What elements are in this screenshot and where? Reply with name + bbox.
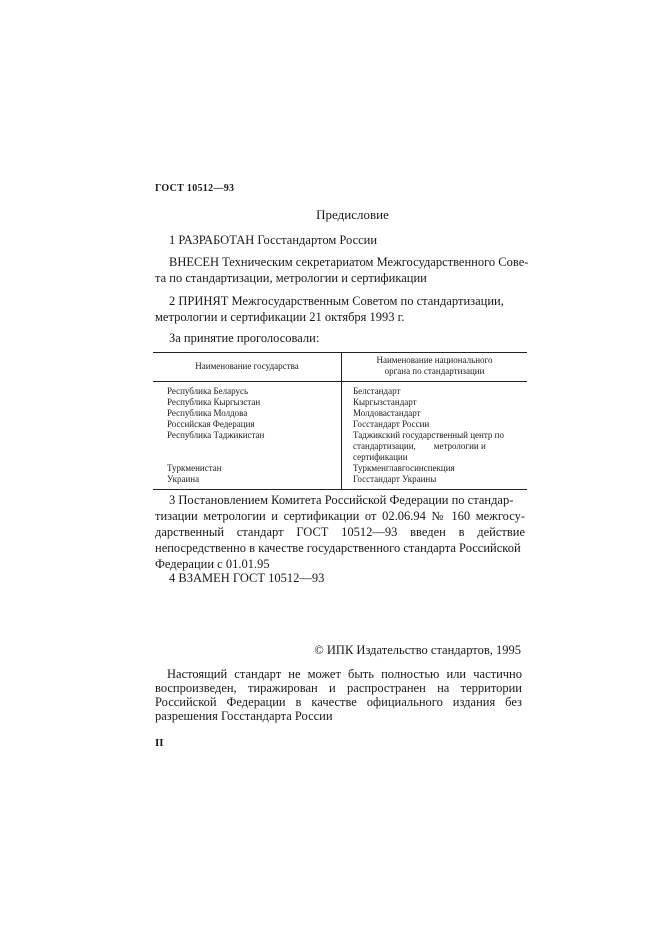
state-cell: Республика Беларусь <box>167 386 249 396</box>
adopted-line-2: метрологии и сертификации 21 октября 1993 г. <box>155 310 405 324</box>
voting-states-table <box>153 352 527 490</box>
state-cell: Российская Федерация <box>167 419 255 429</box>
table-row <box>153 397 527 408</box>
section-2-adopted <box>155 293 522 325</box>
organ-cell <box>342 430 528 463</box>
organ-cell: Госстандарт России <box>342 419 528 430</box>
organ-cell-line: стандартизации, метрологии и <box>353 441 486 451</box>
enacted-line-3: дарственный стандарт ГОСТ 10512—93 введен в действие <box>155 525 525 539</box>
table-row <box>153 430 527 463</box>
page-number: II <box>155 737 164 749</box>
table-row <box>153 474 527 490</box>
organ-cell-line: сертификации <box>353 452 408 462</box>
col-header-state: Наименование государства <box>153 353 342 382</box>
organ-cell: Туркменглавгосинспекция <box>342 463 528 474</box>
state-cell: Туркменистан <box>167 463 222 473</box>
section-3-enacted <box>155 492 525 572</box>
introduced-line-1: ВНЕСЕН Техническим секретариатом Межгосударственного Сове- <box>169 255 529 269</box>
state-cell: Республика Молдова <box>167 408 248 418</box>
copyright-line: © ИПК Издательство стандартов, 1995 <box>314 643 521 657</box>
col-header-organ-line-1: Наименование национального <box>376 355 493 365</box>
organ-cell-line: Таджикский государственный центр по <box>353 430 504 440</box>
table-row <box>153 419 527 430</box>
organ-cell: Кыргызстандарт <box>342 397 528 408</box>
reproduction-notice: Настоящий стандарт не может быть полностью или частично воспроизведен, тиражирован и распространен на территории Российской Федерации в качестве официального издания без разрешения Госстандарта России <box>155 667 522 723</box>
state-cell: Республика Таджикистан <box>167 430 265 440</box>
voted-label: За принятие проголосовали: <box>169 331 320 345</box>
col-header-organ-line-2: органа по стандартизации <box>384 366 485 376</box>
state-cell: Украина <box>153 474 342 490</box>
enacted-line-4: непосредственно в качестве государственного стандарта Российской <box>155 541 521 555</box>
section-1-developed: 1 РАЗРАБОТАН Госстандартом России <box>169 233 378 247</box>
introduced-line-2: та по стандартизации, метрологии и сертификации <box>155 271 427 285</box>
table-row <box>153 408 527 419</box>
enacted-line-2: тизации метрологии и сертификации от 02.06.94 № 160 межгосу- <box>155 509 525 523</box>
section-introduced <box>155 254 529 286</box>
enacted-line-5: Федерации с 01.01.95 <box>155 557 270 571</box>
state-cell: Республика Кыргызстан <box>167 397 261 407</box>
standard-code: ГОСТ 10512—93 <box>155 183 235 194</box>
col-header-organ <box>342 353 528 382</box>
organ-cell: Молдовастандарт <box>342 408 528 419</box>
organ-cell: Белстандарт <box>342 382 528 398</box>
foreword-title: Предисловие <box>316 207 389 222</box>
organ-cell: Госстандарт Украины <box>342 474 528 490</box>
adopted-line-1: 2 ПРИНЯТ Межгосударственным Советом по стандартизации, <box>169 294 504 308</box>
table-header-row <box>153 353 527 382</box>
table-row <box>153 463 527 474</box>
enacted-line-1: 3 Постановлением Комитета Российской Федерации по стандар- <box>169 493 514 507</box>
table-row <box>153 382 527 398</box>
section-4-replaces: 4 ВЗАМЕН ГОСТ 10512—93 <box>169 571 325 585</box>
